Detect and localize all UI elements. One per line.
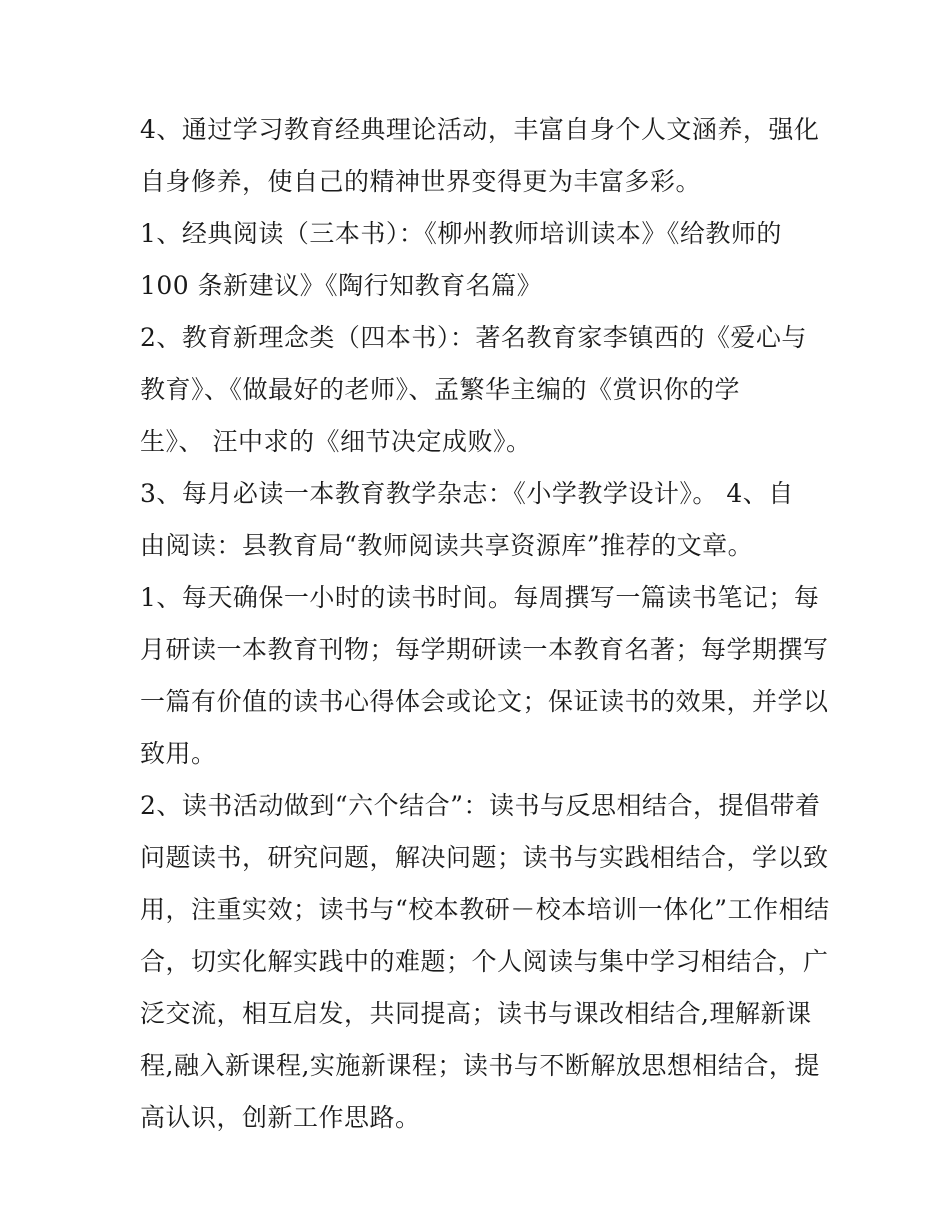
text-line: 100 条新建议》《陶行知教育名篇》: [140, 271, 543, 300]
text-line: 泛交流，相互启发，共同提高；读书与课改相结合,理解新课: [140, 999, 812, 1028]
text-line: 合，切实化解实践中的难题；个人阅读与集中学习相结合，广: [140, 947, 829, 976]
text-line: 月研读一本教育刊物；每学期研读一本教育名著；每学期撰写: [140, 635, 829, 664]
document-body: [140, 104, 830, 1144]
text-line: 2、读书活动做到“六个结合”：读书与反思相结合，提倡带着: [140, 791, 821, 820]
text-line: 3、每月必读一本教育教学杂志：《小学教学设计》。 4、自: [140, 479, 794, 508]
text-line: 致用。: [140, 739, 217, 768]
text-line: 由阅读：县教育局“教师阅读共享资源库”推荐的文章。: [140, 531, 754, 560]
text-line: 生》、 汪中求的《细节决定成败》。: [140, 427, 532, 456]
text-line: 一篇有价值的读书心得体会或论文；保证读书的效果，并学以: [140, 687, 829, 716]
text-line: 1、每天确保一小时的读书时间。每周撰写一篇读书笔记；每: [140, 583, 820, 612]
text-line: 高认识，创新工作思路。: [140, 1103, 421, 1132]
text-line: 用，注重实效；读书与“校本教研－校本培训一体化”工作相结: [140, 895, 830, 924]
text-line: 1、经典阅读（三本书）：《柳州教师培训读本》《给教师的: [140, 219, 782, 248]
text-line: 自身修养，使自己的精神世界变得更为丰富多彩。: [140, 167, 702, 196]
text-line: 4、通过学习教育经典理论活动，丰富自身个人文涵养，强化: [140, 115, 820, 144]
text-line: 问题读书，研究问题，解决问题；读书与实践相结合，学以致: [140, 843, 829, 872]
text-line: 教育》、《做最好的老师》、孟繁华主编的《赏识你的学: [140, 375, 741, 404]
text-line: 程,融入新课程,实施新课程；读书与不断解放思想相结合，提: [140, 1051, 820, 1080]
text-line: 2、教育新理念类（四本书）：著名教育家李镇西的《爱心与: [140, 323, 807, 352]
